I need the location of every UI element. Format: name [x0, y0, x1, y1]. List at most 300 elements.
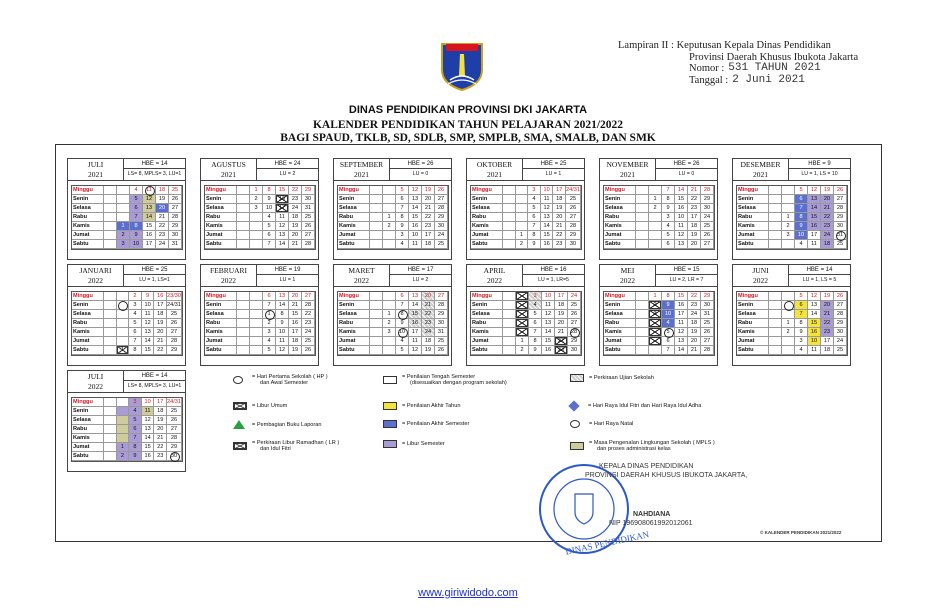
day-cell: 23: [553, 240, 566, 249]
hbe-count: HBE = 14: [124, 371, 185, 381]
day-grid: [603, 291, 715, 356]
signature-name: NAHDIANA: [633, 511, 671, 518]
weekday-label: Selasa: [737, 310, 769, 319]
day-cell: [117, 407, 130, 416]
day-cell: 25: [167, 407, 182, 416]
day-cell: 25: [302, 337, 315, 346]
day-cell: 8: [129, 346, 142, 355]
day-cell: [769, 301, 782, 310]
day-cell: 25: [566, 195, 581, 204]
day-cell: [383, 292, 396, 301]
month-panel-januari-2022: [67, 264, 186, 366]
day-cell: 10: [409, 231, 422, 240]
day-cell: 20: [555, 319, 568, 328]
day-cell: 5: [129, 416, 142, 425]
day-cell: 26: [435, 186, 448, 195]
day-cell: [237, 204, 250, 213]
day-cell: 24: [821, 231, 834, 240]
day-cell: 2: [250, 195, 263, 204]
day-cell: [250, 346, 263, 355]
day-cell: [636, 231, 649, 240]
day-cell: 6: [130, 204, 143, 213]
weekday-label: Selasa: [72, 310, 104, 319]
day-cell: 21: [553, 222, 566, 231]
day-cell: 29: [435, 213, 448, 222]
day-cell: [636, 310, 649, 319]
day-cell: 13: [808, 301, 821, 310]
weekday-label: Sabtu: [471, 240, 503, 249]
day-cell: [250, 310, 263, 319]
legend-swatch: [568, 400, 579, 411]
day-cell: 27: [566, 213, 581, 222]
day-cell: 17: [821, 337, 834, 346]
day-cell: [769, 328, 782, 337]
day-grid: [470, 291, 582, 356]
weekday-label: Selasa: [205, 204, 237, 213]
day-cell: 14: [675, 346, 688, 355]
weekday-label: Senin: [72, 301, 104, 310]
day-cell: 1: [782, 213, 795, 222]
weekday-label: Kamis: [737, 222, 769, 231]
month-year: 2022: [88, 382, 103, 391]
day-cell: 26: [834, 292, 847, 301]
month-name: MEI: [620, 266, 635, 275]
day-cell: [636, 328, 649, 337]
day-cell: 21: [821, 204, 834, 213]
weekday-label: Selasa: [604, 204, 636, 213]
day-cell: 22: [555, 337, 568, 346]
day-cell: 1: [117, 443, 130, 452]
weekday-label: Sabtu: [471, 346, 503, 355]
day-cell: 19: [156, 195, 169, 204]
weekday-label: Minggu: [72, 398, 104, 407]
day-cell: 28: [169, 213, 182, 222]
day-cell: [516, 328, 529, 337]
day-cell: 18: [154, 310, 167, 319]
day-cell: [117, 310, 130, 319]
weekday-label: Senin: [72, 407, 104, 416]
day-cell: 29: [568, 337, 581, 346]
day-cell: 27: [302, 231, 315, 240]
day-cell: 3: [129, 301, 142, 310]
day-cell: 10: [541, 186, 554, 195]
day-cell: 11: [675, 319, 688, 328]
day-cell: [769, 222, 782, 231]
day-cell: [237, 213, 250, 222]
day-cell: 13: [675, 240, 688, 249]
day-cell: 4: [263, 337, 276, 346]
month-panel-april-2022: [466, 264, 585, 366]
day-cell: 30: [169, 231, 182, 240]
weekday-label: Kamis: [737, 328, 769, 337]
footnote: © KALENDER PENDIDIKAN 2021/2022: [760, 530, 842, 535]
day-cell: [104, 292, 117, 301]
day-cell: 13: [142, 425, 155, 434]
day-cell: 14: [276, 301, 289, 310]
day-cell: 5: [795, 186, 808, 195]
day-cell: 19: [688, 231, 701, 240]
day-cell: [370, 301, 383, 310]
day-cell: 11: [542, 301, 555, 310]
day-cell: 3: [396, 231, 409, 240]
month-name: OKTOBER: [476, 160, 513, 169]
day-cell: 12: [276, 222, 289, 231]
day-cell: [370, 319, 383, 328]
day-cell: 9: [795, 328, 808, 337]
weekday-label: Jumat: [72, 231, 104, 240]
day-cell: 1: [782, 319, 795, 328]
day-cell: 9: [396, 222, 409, 231]
day-cell: 24: [289, 204, 302, 213]
day-cell: 26: [169, 195, 182, 204]
day-cell: [250, 292, 263, 301]
day-cell: 24: [156, 240, 169, 249]
day-cell: [782, 301, 795, 310]
signature-title-1: KEPALA DINAS PENDIDIKAN: [599, 463, 694, 470]
weekday-label: Sabtu: [205, 240, 237, 249]
day-cell: [104, 328, 117, 337]
day-cell: 5: [130, 195, 143, 204]
day-cell: 15: [541, 231, 554, 240]
day-cell: 23/30: [167, 293, 181, 299]
day-cell: 31: [701, 310, 714, 319]
day-cell: 17: [675, 310, 688, 319]
day-cell: 23: [156, 231, 169, 240]
day-cell: 17: [154, 301, 167, 310]
day-cell: [636, 186, 649, 195]
signature-title-2: PROVINSI DAERAH KHUSUS IBUKOTA JAKARTA,: [585, 472, 748, 479]
hbe-count: HBE = 14: [124, 159, 185, 169]
day-cell: 12: [541, 204, 554, 213]
day-cell: 16: [542, 346, 555, 355]
day-cell: 21: [688, 346, 701, 355]
weekday-label: Minggu: [471, 186, 503, 195]
day-cell: 16: [409, 319, 422, 328]
day-cell: 16: [808, 222, 821, 231]
day-cell: 31: [834, 231, 847, 240]
day-cell: 25: [169, 186, 182, 195]
day-cell: [516, 186, 529, 195]
day-cell: 30: [834, 222, 847, 231]
day-cell: 29: [169, 222, 182, 231]
weekday-label: Minggu: [737, 186, 769, 195]
day-cell: 25: [701, 222, 714, 231]
day-cell: [649, 222, 662, 231]
day-cell: 21: [289, 240, 302, 249]
day-cell: 11: [675, 222, 688, 231]
weekday-label: Jumat: [338, 231, 370, 240]
day-cell: [649, 337, 662, 346]
day-cell: 20: [821, 195, 834, 204]
day-cell: [769, 346, 782, 355]
legend-item: [570, 440, 715, 452]
day-cell: [117, 195, 130, 204]
day-cell: 15: [142, 443, 155, 452]
day-cell: [237, 301, 250, 310]
month-year: 2021: [221, 170, 236, 179]
day-cell: [769, 213, 782, 222]
legend-item: [383, 402, 461, 410]
day-cell: 1: [649, 292, 662, 301]
day-cell: 13: [276, 231, 289, 240]
month-year: 2022: [620, 276, 635, 285]
day-cell: 6: [263, 292, 276, 301]
day-cell: 17: [555, 292, 568, 301]
day-cell: 12: [409, 346, 422, 355]
day-cell: 22: [422, 310, 435, 319]
day-cell: 26: [701, 231, 714, 240]
legend-item: [383, 420, 469, 428]
month-year: 2022: [221, 276, 236, 285]
day-cell: 18: [688, 319, 701, 328]
weekday-label: Kamis: [72, 434, 104, 443]
weekday-label: Rabu: [72, 213, 104, 222]
day-cell: [117, 301, 130, 310]
day-cell: 22: [821, 319, 834, 328]
day-cell: 8: [795, 319, 808, 328]
day-cell: 5: [263, 346, 276, 355]
day-cell: 3: [383, 328, 396, 337]
month-name: APRIL: [483, 266, 506, 275]
day-cell: [649, 240, 662, 249]
day-cell: [237, 328, 250, 337]
day-cell: 24/31: [167, 302, 181, 308]
day-cell: [636, 213, 649, 222]
day-cell: 6: [662, 337, 675, 346]
footer-link[interactable]: www.giriwidodo.com: [418, 587, 518, 599]
weekday-label: Jumat: [205, 337, 237, 346]
day-cell: [370, 310, 383, 319]
day-cell: 7: [795, 310, 808, 319]
legend-sublabel: dan proses administrasi kelas: [597, 446, 671, 452]
legend-item: [233, 440, 339, 452]
month-panel-juli-2022: [67, 370, 186, 472]
weekday-label: Sabtu: [737, 240, 769, 249]
day-cell: 12: [409, 186, 422, 195]
holiday-count: LU = 2, LR = 7: [669, 277, 704, 283]
day-cell: 13: [143, 204, 156, 213]
weekday-label: Senin: [471, 195, 503, 204]
day-cell: 9: [396, 319, 409, 328]
day-cell: 25: [701, 319, 714, 328]
day-cell: 18: [821, 346, 834, 355]
day-cell: [250, 301, 263, 310]
day-cell: 11: [541, 195, 554, 204]
legend-label: = Hari Pertama Sekolah ( HP ): [252, 374, 328, 380]
day-cell: [250, 240, 263, 249]
weekday-label: Senin: [338, 195, 370, 204]
weekday-label: Senin: [737, 195, 769, 204]
day-cell: 12: [542, 310, 555, 319]
month-year: 2021: [620, 170, 635, 179]
day-cell: 8: [662, 195, 675, 204]
weekday-label: Senin: [205, 301, 237, 310]
day-cell: 5: [662, 328, 675, 337]
lampiran-line-2: Provinsi Daerah Khusus Ibukota Jakarta: [689, 51, 859, 63]
day-cell: 29: [167, 346, 182, 355]
day-cell: [237, 231, 250, 240]
day-cell: 7: [396, 204, 409, 213]
day-cell: 25: [167, 310, 182, 319]
day-cell: 8: [529, 337, 542, 346]
day-cell: 18: [422, 337, 435, 346]
month-panel-mei-2022: [599, 264, 718, 366]
day-cell: 9: [529, 346, 542, 355]
day-cell: 9: [662, 204, 675, 213]
legend-label: = Masa Pengenalan Lingkungan Sekolah ( MPLS ): [589, 440, 715, 446]
day-cell: 5: [795, 292, 808, 301]
day-cell: 7: [129, 337, 142, 346]
month-panel-februari-2022: [200, 264, 319, 366]
day-cell: 22: [156, 222, 169, 231]
day-cell: [516, 213, 529, 222]
day-cell: 27: [302, 292, 315, 301]
day-cell: 8: [130, 222, 143, 231]
weekday-label: Jumat: [604, 337, 636, 346]
day-cell: 4: [263, 213, 276, 222]
hbe-count: HBE = 17: [390, 265, 451, 275]
day-cell: 4: [129, 407, 142, 416]
day-cell: [636, 222, 649, 231]
day-grid: [736, 291, 848, 356]
day-cell: 12: [143, 195, 156, 204]
day-cell: 14: [276, 240, 289, 249]
day-cell: 8: [528, 231, 541, 240]
day-cell: [237, 337, 250, 346]
day-cell: 4: [129, 310, 142, 319]
weekday-label: Sabtu: [72, 452, 104, 461]
weekday-label: Jumat: [737, 231, 769, 240]
month-year: 2021: [753, 170, 768, 179]
day-cell: [383, 337, 396, 346]
day-cell: 1: [117, 222, 130, 231]
day-cell: [370, 186, 383, 195]
day-cell: [104, 319, 117, 328]
day-cell: 12: [675, 231, 688, 240]
day-cell: 15: [675, 292, 688, 301]
weekday-label: Selasa: [338, 310, 370, 319]
legend-swatch: [383, 402, 397, 410]
day-cell: [383, 231, 396, 240]
day-cell: 16: [808, 328, 821, 337]
month-panel-september-2021: [333, 158, 452, 260]
day-cell: 7: [396, 301, 409, 310]
day-cell: 3: [795, 337, 808, 346]
day-cell: 3: [528, 186, 541, 195]
day-cell: 23: [422, 222, 435, 231]
month-name: JULI: [87, 160, 104, 169]
day-cell: 11: [142, 310, 155, 319]
month-name: AGUSTUS: [211, 160, 246, 169]
day-cell: [104, 443, 117, 452]
day-cell: [370, 213, 383, 222]
day-cell: 15: [808, 319, 821, 328]
day-cell: 19: [154, 319, 167, 328]
weekday-label: Rabu: [737, 319, 769, 328]
day-cell: 25: [435, 337, 448, 346]
day-cell: 4: [795, 346, 808, 355]
day-cell: [636, 301, 649, 310]
day-cell: 22: [302, 310, 315, 319]
day-cell: [117, 204, 130, 213]
day-cell: [636, 292, 649, 301]
day-cell: 7: [130, 213, 143, 222]
day-cell: 5: [263, 222, 276, 231]
day-cell: 23: [555, 346, 568, 355]
day-cell: 15: [409, 310, 422, 319]
day-cell: 23: [821, 222, 834, 231]
day-cell: 16: [675, 301, 688, 310]
day-cell: 14: [541, 222, 554, 231]
weekday-label: Rabu: [338, 319, 370, 328]
day-cell: 7: [263, 301, 276, 310]
day-cell: 27: [701, 240, 714, 249]
weekday-label: Kamis: [471, 222, 503, 231]
month-panel-agustus-2021: [200, 158, 319, 260]
day-cell: [370, 222, 383, 231]
day-cell: [104, 231, 117, 240]
day-cell: [383, 195, 396, 204]
weekday-label: Rabu: [205, 213, 237, 222]
day-cell: 16: [154, 292, 167, 301]
day-cell: 8: [396, 310, 409, 319]
day-cell: 17: [289, 328, 302, 337]
day-cell: [117, 425, 130, 434]
day-cell: 21: [154, 434, 167, 443]
day-cell: 26: [566, 204, 581, 213]
legend-label: = Pembagian Buku Laporan: [252, 421, 322, 428]
day-cell: 27: [167, 328, 182, 337]
day-cell: 8: [396, 213, 409, 222]
day-cell: 2: [649, 204, 662, 213]
legend-label: = Libur Umum: [252, 403, 288, 409]
day-cell: 17: [143, 240, 156, 249]
day-cell: 28: [834, 310, 847, 319]
weekday-label: Jumat: [471, 231, 503, 240]
hbe-count: HBE = 24: [257, 159, 318, 169]
day-cell: 22: [821, 213, 834, 222]
day-cell: 22: [289, 186, 302, 195]
day-cell: [117, 416, 130, 425]
weekday-label: Rabu: [604, 319, 636, 328]
day-cell: 9: [130, 231, 143, 240]
day-cell: 3: [263, 328, 276, 337]
month-year: 2021: [88, 170, 103, 179]
hbe-count: HBE = 14: [789, 265, 850, 275]
weekday-label: Minggu: [72, 292, 104, 301]
day-cell: [104, 434, 117, 443]
legend-swatch: [383, 376, 397, 384]
day-cell: [117, 328, 130, 337]
day-cell: 29: [435, 310, 448, 319]
day-cell: [782, 337, 795, 346]
day-cell: [237, 195, 250, 204]
day-cell: 27: [701, 337, 714, 346]
day-cell: 24/31: [566, 187, 580, 193]
day-cell: [769, 337, 782, 346]
day-cell: 6: [529, 319, 542, 328]
weekday-label: Selasa: [338, 204, 370, 213]
day-cell: [370, 195, 383, 204]
day-cell: 9: [528, 240, 541, 249]
day-cell: 19: [422, 186, 435, 195]
day-cell: 10: [396, 328, 409, 337]
day-cell: [649, 231, 662, 240]
day-cell: [782, 195, 795, 204]
day-cell: 6: [662, 240, 675, 249]
day-cell: [370, 328, 383, 337]
month-name: DESEMBER: [740, 160, 781, 169]
